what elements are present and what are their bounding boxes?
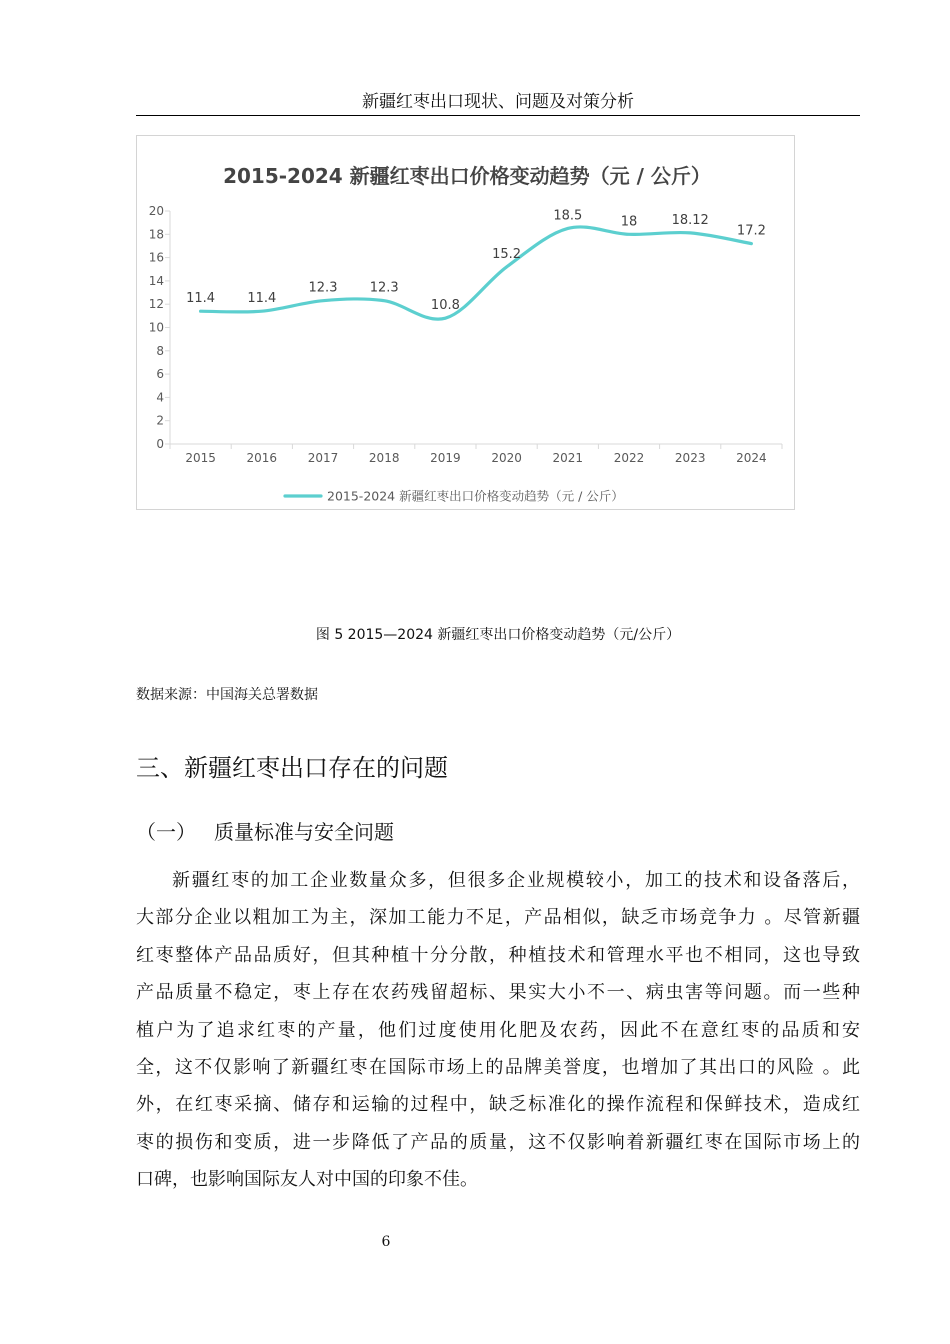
x-tick-label: 2016 [246,451,278,465]
body-paragraph [136,862,860,1199]
y-tick-label: 8 [156,343,164,358]
x-tick-label: 2017 [307,451,339,465]
legend-label: 2015-2024 新疆红枣出口价格变动趋势（元 / 公斤） [327,488,624,504]
data-label: 10.8 [430,298,460,314]
running-header [136,90,860,116]
subsection-number: （一） [136,820,196,844]
y-tick-label: 6 [156,367,164,382]
x-tick-label: 2023 [674,451,706,465]
data-label: 18.12 [671,212,709,228]
x-tick-label: 2022 [613,451,645,465]
x-tick-label: 2018 [368,451,400,465]
y-tick-label: 0 [156,437,164,451]
data-label: 12.3 [369,280,399,296]
series-line [201,227,752,319]
paragraph-line: 外，在红枣采摘、储存和运输的过程中，缺乏标准化的操作流程和保鲜技术，造成红 [136,1094,860,1116]
y-tick-label: 12 [148,297,164,312]
x-tick-label: 2019 [430,451,461,465]
y-tick-label: 20 [148,204,164,218]
running-header-title: 新疆红枣出口现状、问题及对策分析 [362,92,634,112]
data-label: 11.4 [247,291,277,307]
x-tick-label: 2021 [552,451,584,465]
subsection-title: 质量标准与安全问题 [214,820,394,844]
data-label: 18 [620,214,638,230]
data-label: 17.2 [736,223,766,239]
y-tick-label: 4 [156,390,164,405]
y-tick-label: 18 [148,227,164,242]
paragraph-line: 全，这不仅影响了新疆红枣在国际市场上的品牌美誉度，也增加了其出口的风险 。此 [136,1056,860,1078]
x-tick-label: 2024 [736,451,767,465]
y-tick-label: 2 [156,413,164,428]
x-tick-label: 2020 [491,451,522,465]
paragraph-line: 产品质量不稳定，枣上存在农药残留超标、果实大小不一、病虫害等问题。而一些种 [136,982,860,1004]
price-trend-chart [136,135,795,510]
subsection-heading [136,816,394,845]
paragraph-line: 红枣整体产品品质好，但其种植十分分散，种植技术和管理水平也不相同，这也导致 [136,944,860,966]
chart-svg [137,136,796,511]
paragraph-line: 大部分企业以粗加工为主，深加工能力不足，产品相似，缺乏市场竞争力 。尽管新疆 [136,907,860,929]
data-label: 18.5 [553,208,583,224]
paragraph-line: 枣的损伤和变质，进一步降低了产品的质量，这不仅影响着新疆红枣在国际市场上的 [136,1131,860,1153]
paragraph-line: 植户为了追求红枣的产量，他们过度使用化肥及农药，因此不在意红枣的品质和安 [136,1019,860,1041]
section-heading: 三、新疆红枣出口存在的问题 [136,754,448,782]
data-label: 15.2 [492,246,522,262]
data-label: 11.4 [186,291,216,307]
x-tick-label: 2015 [185,451,216,465]
chart-title: 2015-2024 新疆红枣出口价格变动趋势（元 / 公斤） [223,164,711,188]
y-tick-label: 14 [148,273,164,288]
paragraph-line: 新疆红枣的加工企业数量众多，但很多企业规模较小，加工的技术和设备落后， [172,870,860,891]
data-label: 12.3 [308,280,338,296]
page-number: 6 [381,1234,391,1250]
y-tick-label: 10 [148,320,164,335]
y-tick-label: 16 [148,250,164,265]
data-source-note: 数据来源：中国海关总署数据 [136,687,318,703]
figure-caption: 图 5 2015—2024 新疆红枣出口价格变动趋势（元/公斤） [315,627,681,643]
paragraph-line: 口碑，也影响国际友人对中国的印象不佳。 [136,1169,478,1191]
